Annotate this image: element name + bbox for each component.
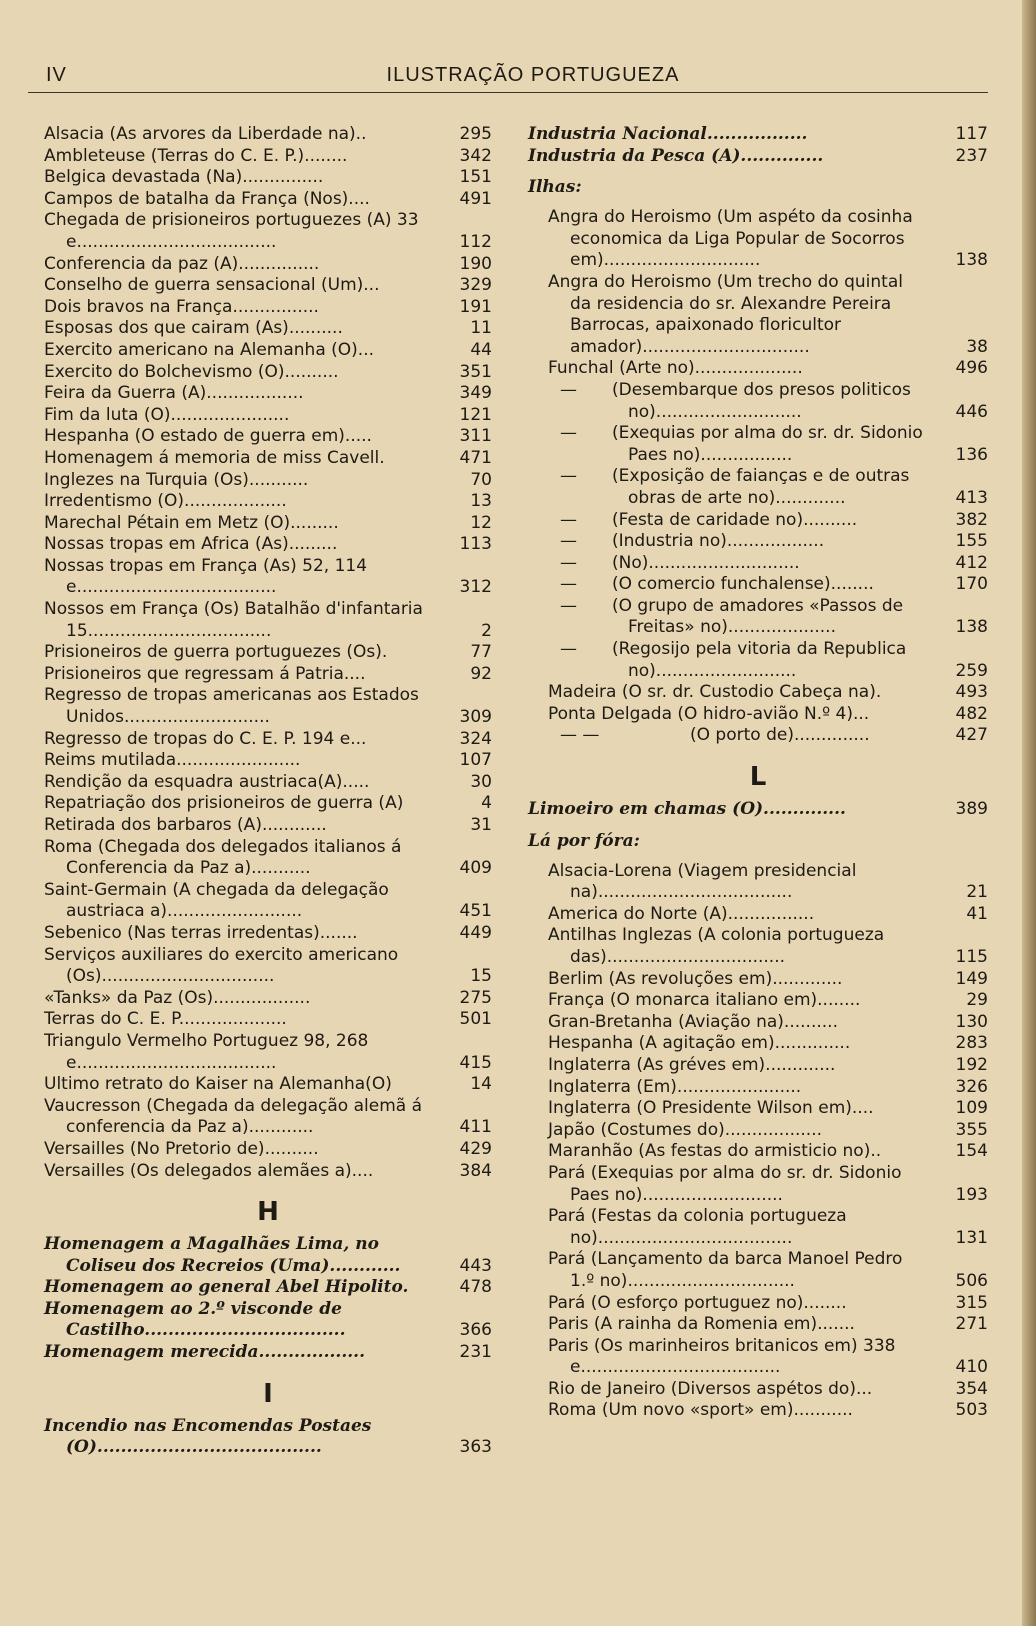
entry-title: Chegada de prisioneiros portuguezes (A) 33 e.....................................: [44, 210, 419, 252]
index-entry: [44, 1096, 492, 1139]
entry-title: — (Festa de caridade no)..........: [560, 509, 858, 530]
entry-title: Antilhas Inglezas (A colonia portugueza das).................................: [548, 925, 885, 967]
index-list-h: [44, 1234, 492, 1364]
entry-page-number: 231: [459, 1342, 492, 1363]
entry-page-number: 354: [955, 1378, 988, 1399]
entry-title: Repatriação dos prisioneiros de guerra (A): [44, 793, 404, 814]
index-entry: [528, 466, 988, 509]
entry-page-number: 309: [459, 707, 492, 728]
entry-page-number: 351: [459, 361, 492, 382]
section-heading-la-por-fora: Lá por fóra:: [528, 830, 640, 851]
entry-title: Japão (Costumes do)..................: [548, 1119, 823, 1140]
entry-page-number: 121: [459, 404, 492, 425]
entry-title: Maranhão (As festas do armisticio no)..: [548, 1141, 882, 1162]
entry-page-number: 311: [459, 426, 492, 447]
entry-page-number: 315: [955, 1292, 988, 1313]
entry-title: Reims mutilada.......................: [44, 750, 301, 771]
entry-title: Paris (A rainha da Romenia em).......: [548, 1314, 855, 1335]
entry-title: Feira da Guerra (A)..................: [44, 383, 304, 404]
entry-title: Pará (O esforço portuguez no)........: [548, 1292, 847, 1313]
entry-page-number: 2: [481, 620, 492, 641]
index-entry: [44, 275, 492, 297]
entry-title: Pará (Lançamento da barca Manoel Pedro 1.º no)...............................: [548, 1249, 903, 1291]
page-header: [38, 58, 988, 92]
entry-title: Ambleteuse (Terras do C. E. P.)........: [44, 145, 348, 166]
entry-page-number: 355: [955, 1119, 988, 1140]
entry-title: Nossos em França (Os) Batalhão d'infantaria 15..................................: [44, 599, 423, 641]
entry-page-number: 471: [459, 447, 492, 468]
index-entry: [44, 383, 492, 405]
entry-title: — (Regosijo pela vitoria da Republica no)..........................: [560, 639, 907, 681]
entry-page-number: 275: [459, 987, 492, 1008]
index-entry: [528, 510, 988, 532]
entry-title: Alsacia (As arvores da Liberdade na)..: [44, 124, 367, 144]
entry-page-number: 109: [955, 1098, 988, 1119]
entry-page-number: 192: [955, 1054, 988, 1075]
entry-page-number: 41: [966, 903, 988, 924]
entry-title: Conferencia da paz (A)...............: [44, 253, 320, 274]
entry-page-number: 342: [459, 145, 492, 166]
entry-page-number: 409: [459, 858, 492, 879]
index-entry: [528, 1206, 988, 1249]
entry-page-number: 117: [955, 124, 988, 144]
index-entry: [44, 556, 492, 599]
entry-page-number: 493: [955, 682, 988, 703]
index-entry: [44, 491, 492, 513]
entry-page-number: 451: [459, 901, 492, 922]
index-entry: [528, 1336, 988, 1379]
index-entry: [528, 861, 988, 904]
entry-page-number: 446: [955, 401, 988, 422]
index-entry: [44, 534, 492, 556]
entry-title: Rendição da esquadra austriaca(A).....: [44, 771, 370, 792]
entry-title: Pará (Festas da colonia portugueza no)....................................: [548, 1206, 847, 1248]
entry-page-number: 130: [955, 1011, 988, 1032]
page-edge: [1022, 0, 1036, 1626]
entry-page-number: 326: [955, 1076, 988, 1097]
index-entry: [44, 1277, 492, 1299]
entry-title: — (Desembarque dos presos politicos no)...........................: [560, 379, 911, 422]
index-entry: [44, 254, 492, 276]
index-entry: [44, 1234, 492, 1277]
letter-heading-h: H: [257, 1197, 279, 1228]
index-list-industria: [528, 124, 988, 167]
entry-page-number: 13: [470, 491, 492, 512]
entry-title: Nossas tropas em França (As) 52, 114 e.....................................: [44, 555, 368, 598]
index-entry: [44, 340, 492, 362]
entry-title: Pará (Exequias por alma do sr. dr. Sidonio Paes no)..........................: [548, 1162, 902, 1205]
entry-page-number: 115: [955, 947, 988, 967]
entry-page-number: 384: [459, 1160, 492, 1181]
index-entry: [528, 639, 988, 682]
index-entry: [528, 990, 988, 1012]
entry-page-number: 411: [459, 1117, 492, 1138]
index-entry: [44, 880, 492, 923]
entry-title: Ultimo retrato do Kaiser na Alemanha(O): [44, 1074, 392, 1095]
index-entry: [528, 1120, 988, 1142]
entry-title: — (O grupo de amadores «Passos de Freitas» no)....................: [560, 595, 904, 638]
index-entry: [44, 750, 492, 772]
index-entry: [528, 423, 988, 466]
index-entry: [44, 405, 492, 427]
right-column: [528, 124, 988, 1422]
entry-page-number: 14: [470, 1074, 492, 1095]
index-entry: [44, 448, 492, 470]
left-column: [44, 124, 492, 1459]
index-entry: [528, 207, 988, 272]
index-entry: [44, 167, 492, 189]
entry-page-number: 149: [955, 968, 988, 989]
index-entry: [44, 146, 492, 168]
entry-title: Homenagem ao general Abel Hipolito.: [44, 1277, 409, 1298]
entry-page-number: 12: [470, 512, 492, 533]
index-entry: [44, 685, 492, 728]
entry-title: Campos de batalha da França (Nos)....: [44, 188, 370, 209]
index-entry: [44, 923, 492, 945]
index-entry: [528, 799, 988, 821]
entry-title: Limoeiro em chamas (O)..............: [528, 799, 846, 820]
entry-title: Versailles (Os delegados alemães a)....: [44, 1160, 374, 1181]
entry-title: Industria Nacional.................: [528, 124, 808, 144]
index-entry: [528, 358, 988, 380]
entry-title: Vaucresson (Chegada da delegação alemã á conferencia da Paz a)............: [44, 1095, 422, 1138]
entry-title: Hespanha (O estado de guerra em).....: [44, 426, 372, 447]
entry-title: Hespanha (A agitação em)..............: [548, 1033, 851, 1054]
entry-page-number: 30: [470, 771, 492, 792]
entry-page-number: 506: [955, 1270, 988, 1291]
index-entry: [44, 1139, 492, 1161]
index-entry: [528, 531, 988, 553]
entry-title: Ponta Delgada (O hidro-avião N.º 4)...: [548, 703, 870, 724]
entry-title: — (Exposição de faianças e de outras obras de arte no).............: [560, 466, 910, 508]
entry-page-number: 138: [955, 250, 988, 271]
entry-page-number: 496: [955, 358, 988, 379]
entry-page-number: 70: [470, 469, 492, 490]
entry-page-number: 491: [459, 188, 492, 209]
index-entry: [528, 682, 988, 704]
page-number: IV: [46, 64, 67, 86]
entry-page-number: 312: [459, 577, 492, 598]
index-entry: [528, 1141, 988, 1163]
entry-title: Prisioneiros de guerra portuguezes (Os).: [44, 642, 388, 663]
entry-title: Roma (Chegada dos delegados italianos á Conferencia da Paz a)...........: [44, 836, 402, 879]
index-entry: [528, 1055, 988, 1077]
index-entry: [528, 969, 988, 991]
entry-page-number: 237: [955, 145, 988, 166]
entry-title: Prisioneiros que regressam á Patria....: [44, 663, 366, 684]
index-entry: [528, 553, 988, 575]
entry-page-number: 155: [955, 531, 988, 552]
entry-title: Homenagem á memoria de miss Cavell.: [44, 447, 385, 468]
index-entry: [528, 1293, 988, 1315]
entry-title: Homenagem ao 2.º visconde de Castilho..................................: [44, 1298, 346, 1341]
index-entry: [528, 1098, 988, 1120]
index-entry: [44, 210, 492, 253]
entry-title: Nossas tropas em Africa (As).........: [44, 534, 338, 555]
entry-title: Exercito do Bolchevismo (O)..........: [44, 361, 339, 382]
index-entry: [528, 1249, 988, 1292]
entry-page-number: 193: [955, 1184, 988, 1205]
index-entry: [44, 124, 492, 146]
index-entry: [528, 1314, 988, 1336]
entry-title: Industria da Pesca (A)..............: [528, 145, 824, 166]
index-entry: [44, 297, 492, 319]
entry-title: Belgica devastada (Na)...............: [44, 167, 324, 188]
entry-title: Berlim (As revoluções em).............: [548, 968, 843, 989]
entry-page-number: 138: [955, 617, 988, 638]
index-entry: [528, 1033, 988, 1055]
index-entry: [44, 318, 492, 340]
section-heading-ilhas: Ilhas:: [528, 177, 582, 198]
index-entry: [528, 725, 988, 747]
entry-page-number: 21: [966, 882, 988, 903]
entry-title: Homenagem a Magalhães Lima, no Coliseu dos Recreios (Uma)............: [44, 1234, 401, 1276]
index-entry: [44, 470, 492, 492]
entry-page-number: 389: [955, 799, 988, 820]
entry-title: Sebenico (Nas terras irredentas).......: [44, 922, 358, 943]
entry-page-number: 415: [459, 1052, 492, 1073]
entry-page-number: 136: [955, 444, 988, 465]
index-entry: [528, 380, 988, 423]
entry-title: Regresso de tropas do C. E. P. 194 e...: [44, 728, 367, 749]
index-entry: [528, 1077, 988, 1099]
entry-title: «Tanks» da Paz (Os)..................: [44, 987, 311, 1008]
index-list-a-g: [44, 124, 492, 1182]
entry-page-number: 283: [955, 1033, 988, 1054]
entry-title: Esposas dos que cairam (As)..........: [44, 318, 343, 339]
entry-page-number: 31: [470, 815, 492, 835]
entry-title: Versailles (No Pretorio de)..........: [44, 1138, 319, 1159]
entry-page-number: 382: [955, 509, 988, 530]
entry-page-number: 449: [459, 922, 492, 943]
journal-title: ILUSTRAÇÃO PORTUGUEZA: [386, 64, 680, 86]
entry-page-number: 410: [955, 1357, 988, 1378]
index-entry: [528, 574, 988, 596]
entry-page-number: 324: [459, 728, 492, 749]
index-entry: [528, 1012, 988, 1034]
entry-title: Inglezes na Turquia (Os)...........: [44, 469, 309, 490]
entry-page-number: 107: [459, 750, 492, 771]
entry-title: Funchal (Arte no)....................: [548, 358, 803, 379]
entry-page-number: 11: [470, 318, 492, 339]
entry-page-number: 38: [966, 336, 988, 357]
entry-title: Irredentismo (O)...................: [44, 491, 287, 512]
entry-title: Triangulo Vermelho Portuguez 98, 268 e.....................................: [44, 1030, 369, 1073]
index-entry: [44, 793, 492, 815]
index-list-ilhas: [528, 207, 988, 747]
entry-title: — (Industria no)..................: [560, 531, 825, 552]
entry-page-number: 29: [966, 990, 988, 1011]
entry-page-number: 295: [459, 124, 492, 144]
entry-title: França (O monarca italiano em)........: [548, 990, 861, 1011]
entry-title: Incendio nas Encomendas Postaes (O)......................................: [44, 1415, 372, 1458]
index-entry: [528, 1379, 988, 1401]
entry-page-number: 190: [459, 253, 492, 274]
index-entry: [44, 1031, 492, 1074]
index-entry: [44, 1342, 492, 1364]
entry-title: Saint-Germain (A chegada da delegação austriaca a).........................: [44, 879, 389, 922]
entry-page-number: 329: [459, 275, 492, 296]
entry-page-number: 478: [459, 1277, 492, 1298]
index-list-l: [528, 799, 988, 821]
entry-title: — — (O porto de)..............: [560, 725, 870, 746]
entry-page-number: 92: [470, 663, 492, 684]
entry-title: Retirada dos barbaros (A)............: [44, 815, 327, 835]
entry-page-number: 154: [955, 1141, 988, 1162]
entry-title: Angra do Heroismo (Um trecho do quintal da residencia do sr. Alexandre Pereira Barrocas, apaixonado floricultor amador)...............................: [548, 271, 903, 357]
entry-page-number: 44: [470, 339, 492, 360]
index-entry: [44, 1299, 492, 1342]
entry-title: Terras do C. E. P....................: [44, 1009, 287, 1030]
entry-title: — (No)............................: [560, 552, 800, 573]
entry-page-number: 112: [459, 231, 492, 252]
entry-page-number: 412: [955, 552, 988, 573]
entry-title: Exercito americano na Alemanha (O)...: [44, 339, 374, 360]
index-entry: [44, 599, 492, 642]
entry-page-number: 482: [955, 703, 988, 724]
entry-page-number: 503: [955, 1400, 988, 1421]
index-entry: [44, 988, 492, 1010]
entry-title: Gran-Bretanha (Aviação na)..........: [548, 1011, 838, 1032]
entry-page-number: 443: [459, 1255, 492, 1276]
index-list-la-por-fora: [528, 861, 988, 1422]
index-entry: [528, 904, 988, 926]
entry-page-number: 363: [459, 1437, 492, 1458]
entry-title: Marechal Pétain em Metz (O).........: [44, 512, 339, 533]
entry-page-number: 349: [459, 383, 492, 404]
entry-title: Inglaterra (O Presidente Wilson em)....: [548, 1098, 874, 1119]
index-entry: [528, 272, 988, 358]
entry-page-number: 259: [955, 660, 988, 681]
index-entry: [528, 925, 988, 968]
entry-title: — (O comercio funchalense)........: [560, 574, 874, 595]
index-entry: [528, 146, 988, 168]
entry-title: Roma (Um novo «sport» em)...........: [548, 1400, 853, 1421]
entry-page-number: 271: [955, 1314, 988, 1335]
index-entry: [44, 1009, 492, 1031]
header-rule: [28, 92, 988, 93]
index-entry: [44, 1161, 492, 1183]
index-list-i: [44, 1416, 492, 1459]
entry-title: Serviços auxiliares do exercito americano (Os)................................: [44, 944, 399, 987]
entry-page-number: 413: [955, 487, 988, 508]
entry-page-number: 151: [459, 167, 492, 188]
index-entry: [44, 837, 492, 880]
index-entry: [528, 1163, 988, 1206]
entry-page-number: 131: [955, 1227, 988, 1248]
index-entry: [44, 189, 492, 211]
index-entry: [44, 513, 492, 535]
entry-title: Homenagem merecida..................: [44, 1342, 366, 1363]
entry-page-number: 429: [459, 1138, 492, 1159]
entry-page-number: 427: [955, 725, 988, 746]
entry-title: Fim da luta (O)......................: [44, 404, 290, 425]
index-entry: [44, 426, 492, 448]
entry-title: Inglaterra (As gréves em).............: [548, 1054, 836, 1075]
entry-page-number: 113: [459, 534, 492, 555]
index-entry: [528, 704, 988, 726]
entry-title: Angra do Heroismo (Um aspéto da cosinha economica da Liga Popular de Socorros em).............................: [548, 207, 913, 271]
index-entry: [44, 642, 492, 664]
entry-page-number: 366: [459, 1320, 492, 1341]
entry-title: Rio de Janeiro (Diversos aspétos do)...: [548, 1378, 873, 1399]
entry-page-number: 170: [955, 574, 988, 595]
index-entry: [44, 945, 492, 988]
entry-title: Alsacia-Lorena (Viagem presidencial na)....................................: [548, 860, 857, 903]
index-entry: [44, 1074, 492, 1096]
letter-heading-i: I: [263, 1378, 273, 1409]
entry-title: Madeira (O sr. dr. Custodio Cabeça na).: [548, 682, 882, 703]
letter-heading-l: L: [749, 762, 767, 793]
entry-page-number: 191: [459, 296, 492, 317]
entry-title: — (Exequias por alma do sr. dr. Sidonio Paes no).................: [560, 423, 923, 465]
entry-title: Regresso de tropas americanas aos Estados Unidos...........................: [44, 685, 419, 728]
entry-title: Paris (Os marinheiros britanicos em) 338 e.....................................: [548, 1335, 896, 1378]
entry-title: America do Norte (A)................: [548, 903, 815, 924]
entry-title: Dois bravos na França................: [44, 296, 319, 317]
index-entry: [44, 1416, 492, 1459]
entry-title: Conselho de guerra sensacional (Um)...: [44, 275, 380, 296]
index-entry: [44, 362, 492, 384]
entry-page-number: 4: [481, 793, 492, 814]
index-entry: [528, 596, 988, 639]
entry-page-number: 77: [470, 642, 492, 663]
entry-title: Inglaterra (Em).......................: [548, 1076, 802, 1097]
index-entry: [44, 664, 492, 686]
entry-page-number: 501: [459, 1009, 492, 1030]
index-entry: [528, 1400, 988, 1422]
index-entry: [528, 124, 988, 146]
index-entry: [44, 815, 492, 837]
entry-page-number: 15: [470, 966, 492, 987]
index-entry: [44, 729, 492, 751]
index-entry: [44, 772, 492, 794]
